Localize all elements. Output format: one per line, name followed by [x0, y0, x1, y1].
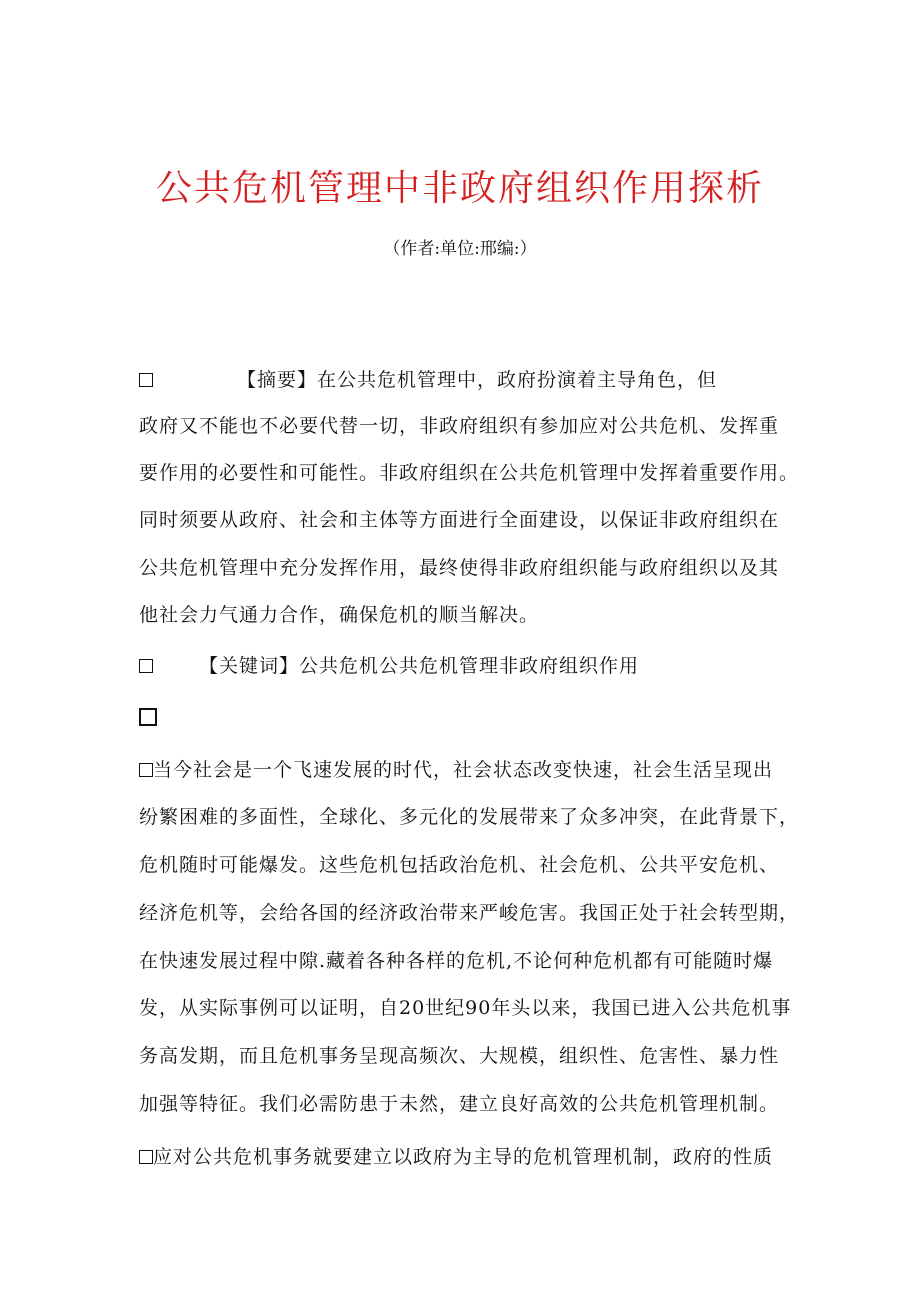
body-line: [139, 1145, 773, 1169]
document-title: 公共危机管理中非政府组织作用探析: [155, 168, 764, 209]
abstract-label: 【摘要】: [237, 369, 318, 391]
checkbox-icon: [139, 708, 157, 726]
body-line: [139, 758, 773, 782]
body-line: 纷繁困难的多面性，全球化、多元化的发展带来了众多冲突，在此背景下，: [139, 806, 800, 828]
keywords-text: 公共危机公共危机管理非政府组织作用: [299, 655, 640, 677]
abstract-line: 要作用的必要性和可能性。非政府组织在公共危机管理中发挥着重要作用。: [139, 462, 800, 484]
abstract-line: 公共危机管理中充分发挥作用，最终使得非政府组织能与政府组织以及其: [139, 557, 780, 579]
body-line: 务高发期，而且危机事务呈现高频次、大规模，组织性、危害性、暴力性: [139, 1045, 780, 1067]
body-line: 加强等特征。我们必需防患于未然，建立良好高效的公共危机管理机制。: [139, 1093, 780, 1115]
body-text: 当今社会是一个飞速发展的时代，社会状态改变快速，社会生活呈现出: [153, 759, 774, 781]
abstract-line: 同时须要从政府、社会和主体等方面进行全面建设，以保证非政府组织在: [139, 509, 780, 531]
body-line: 在快速发展过程中隙.藏着各种各样的危机,不论何种危机都有可能随时爆: [139, 950, 774, 972]
abstract-line: 在公共危机管理中，政府扮演着主导角色，但: [317, 369, 718, 391]
abstract-line: 政府又不能也不必要代替一切，非政府组织有参加应对公共危机、发挥重: [139, 415, 780, 437]
checkbox-icon: [139, 373, 153, 387]
checkbox-icon: [139, 763, 153, 777]
body-text: 应对公共危机事务就要建立以政府为主导的危机管理机制，政府的性质: [153, 1146, 774, 1168]
body-line: 危机随时可能爆发。这些危机包括政治危机、社会危机、公共平安危机、: [139, 854, 780, 876]
empty-box-line: [139, 708, 157, 732]
author-line: （作者:单位:邢编:）: [383, 239, 537, 259]
abstract-first-line: [139, 368, 717, 392]
abstract-line: 他社会力气通力合作，确保危机的顺当解决。: [139, 604, 540, 626]
checkbox-icon: [139, 659, 153, 673]
body-line: 经济危机等，会给各国的经济政治带来严峻危害。我国正处于社会转型期，: [139, 902, 800, 924]
body-line: 发，从实际事例可以证明，自20世纪90年头以来，我国已进入公共危机事: [139, 997, 792, 1019]
keywords-line: [139, 654, 639, 678]
keywords-label: 【关键词】: [199, 655, 300, 677]
checkbox-icon: [139, 1150, 153, 1164]
